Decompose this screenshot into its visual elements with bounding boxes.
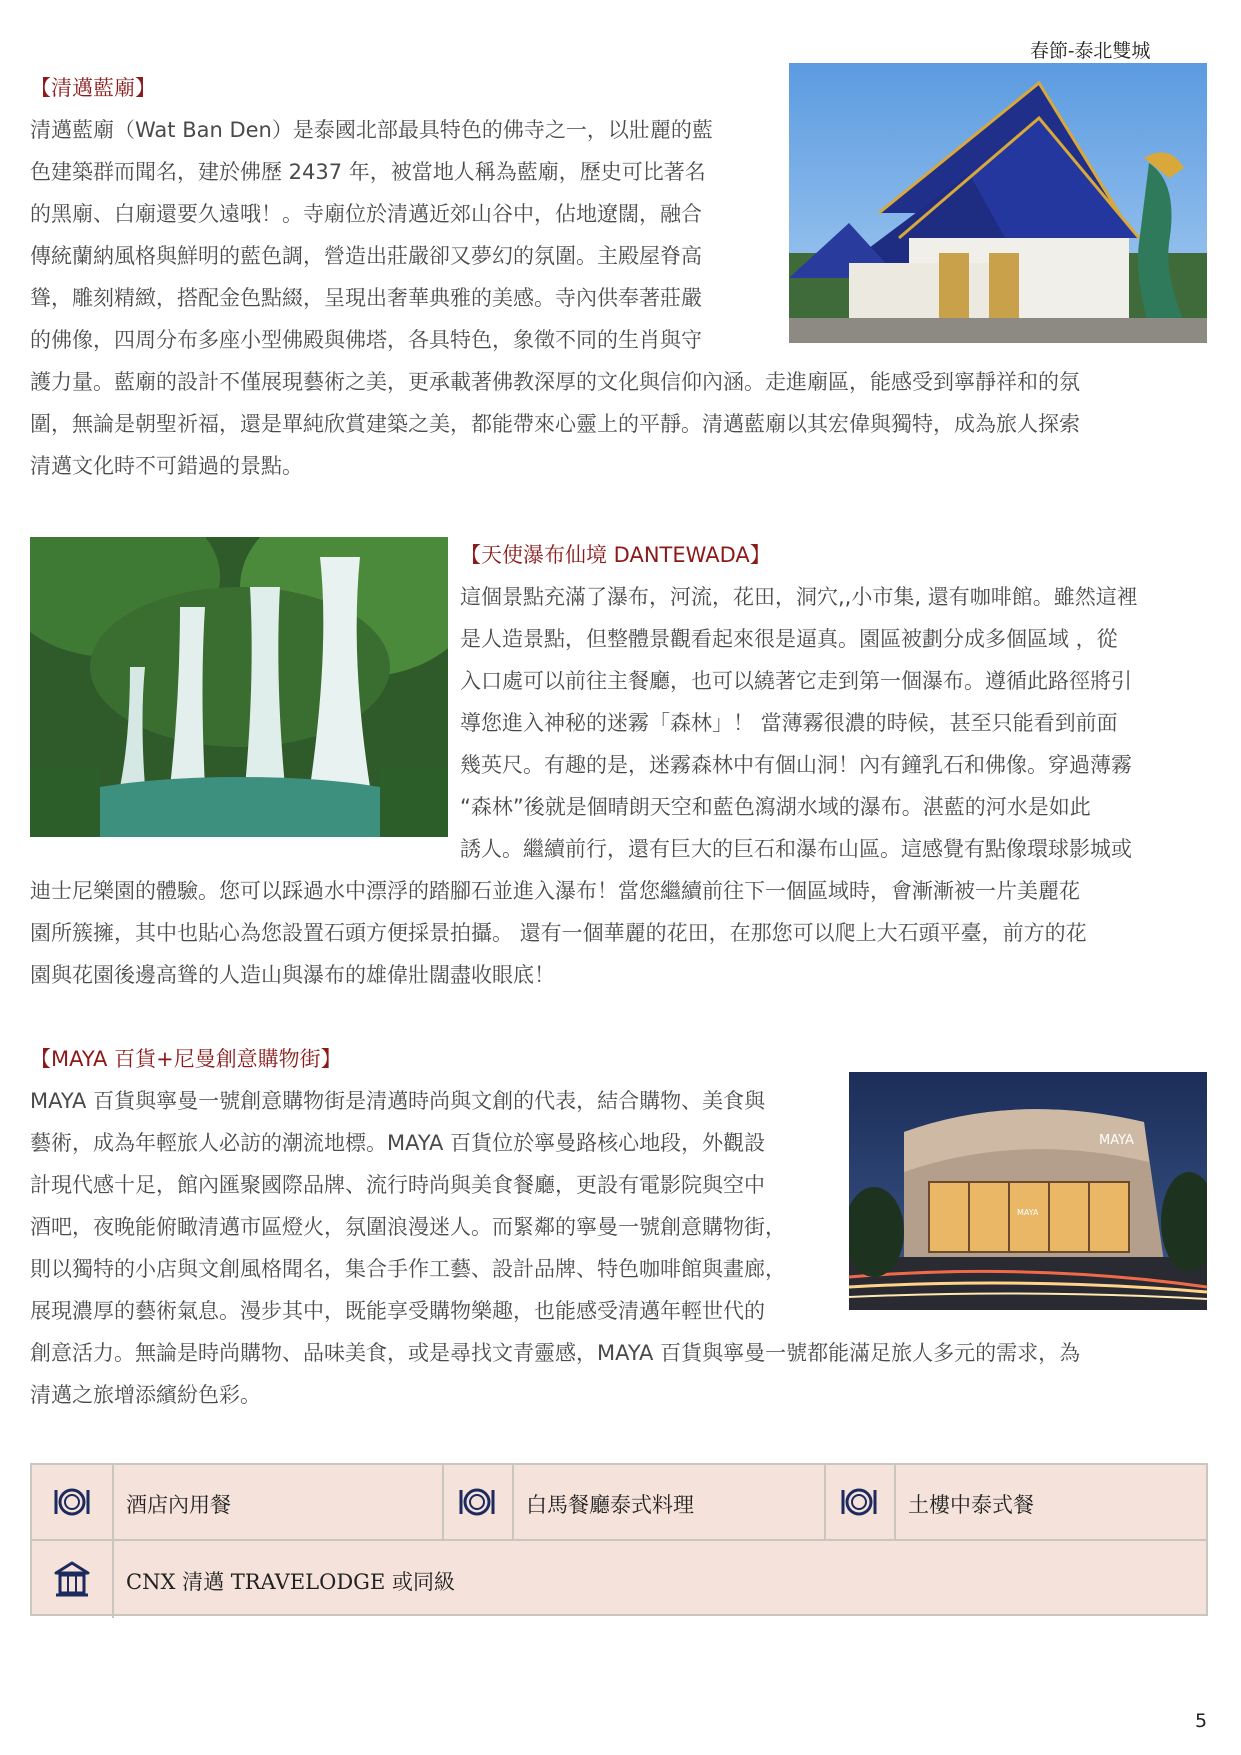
- text-line: 的黑廟、白廟還要久遠哦！。寺廟位於清邁近郊山谷中，佔地遼闊，融合: [30, 202, 702, 226]
- section-title-maya: 【MAYA 百貨+尼曼創意購物街】: [30, 1047, 342, 1071]
- text-line: 色建築群而聞名，建於佛歷 2437 年，被當地人稱為藍廟，歷史可比著名: [30, 160, 706, 184]
- section-body-angel-waterfall-top: [460, 576, 1190, 870]
- dining-plate-icon: [839, 1482, 879, 1522]
- meal-breakfast: 酒店內用餐: [126, 1493, 231, 1517]
- text-line: 則以獨特的小店與文創風格聞名，集合手作工藝、設計品牌、特色咖啡館與畫廊，: [30, 1257, 786, 1281]
- hotel-building-icon: [52, 1559, 92, 1599]
- maya-mall-photo: [849, 1072, 1207, 1310]
- meal-dinner: 土樓中泰式餐: [908, 1493, 1034, 1517]
- table-divider: [32, 1539, 1206, 1541]
- table-divider: [512, 1465, 514, 1539]
- text-line: 幾英尺。有趣的是，迷霧森林中有個山洞！內有鐘乳石和佛像。穿過薄霧: [460, 753, 1132, 777]
- table-divider: [824, 1465, 826, 1539]
- maya-sign-top: MAYA: [1099, 1133, 1134, 1148]
- maya-sign-entrance: MAYA: [1017, 1208, 1039, 1217]
- text-line: 清邁藍廟（Wat Ban Den）是泰國北部最具特色的佛寺之一，以壯麗的藍: [30, 118, 713, 142]
- text-line: 傳統蘭納風格與鮮明的藍色調，營造出莊嚴卻又夢幻的氛圍。主殿屋脊高: [30, 244, 702, 268]
- text-line: MAYA 百貨與寧曼一號創意購物街是清邁時尚與文創的代表，結合購物、美食與: [30, 1089, 766, 1113]
- text-line: 誘人。繼續前行，還有巨大的巨石和瀑布山區。這感覺有點像環球影城或: [460, 837, 1132, 861]
- text-line: 是人造景點，但整體景觀看起來很是逼真。園區被劃分成多個區域 ，從: [460, 627, 1118, 651]
- text-line: 酒吧，夜晚能俯瞰清邁市區燈火，氛圍浪漫迷人。而緊鄰的寧曼一號創意購物街，: [30, 1215, 786, 1239]
- text-line: 園所簇擁，其中也貼心為您設置石頭方便採景拍攝。 還有一個華麗的花田，在那您可以爬上大石頭平臺，前方的花: [30, 921, 1087, 945]
- text-line: 藝術，成為年輕旅人必訪的潮流地標。MAYA 百貨位於寧曼路核心地段，外觀設: [30, 1131, 766, 1155]
- text-line: 清邁文化時不可錯過的景點。: [30, 454, 303, 478]
- dining-plate-icon: [457, 1482, 497, 1522]
- section-body-angel-waterfall-bottom: [30, 870, 1190, 996]
- text-line: 聳，雕刻精緻，搭配金色點綴，呈現出奢華典雅的美感。寺內供奉著莊嚴: [30, 286, 702, 310]
- text-line: 展現濃厚的藝術氣息。漫步其中，既能享受購物樂趣，也能感受清邁年輕世代的: [30, 1299, 765, 1323]
- text-line: 導您進入神秘的迷霧「森林」！ 當薄霧很濃的時候，甚至只能看到前面: [460, 711, 1118, 735]
- angel-waterfall-photo: [30, 537, 448, 837]
- table-divider: [442, 1465, 444, 1539]
- meal-lunch: 白馬餐廳泰式料理: [526, 1493, 694, 1517]
- text-line: 護力量。藍廟的設計不僅展現藝術之美，更承載著佛教深厚的文化與信仰內涵。走進廟區，能感受到寧靜祥和的氛: [30, 370, 1080, 394]
- meals-hotel-table: [30, 1463, 1208, 1616]
- dining-plate-icon: [52, 1482, 92, 1522]
- table-divider: [894, 1465, 896, 1539]
- text-line: 迪士尼樂園的體驗。您可以踩過水中漂浮的踏腳石並進入瀑布！當您繼續前往下一個區域時，會漸漸被一片美麗花: [30, 879, 1080, 903]
- text-line: “森林”後就是個晴朗天空和藍色瀉湖水域的瀑布。湛藍的河水是如此: [460, 795, 1091, 819]
- page-header-tag: 春節-泰北雙城: [1030, 40, 1151, 62]
- hotel-name: CNX 清邁 TRAVELODGE 或同級: [126, 1570, 455, 1594]
- section-title-angel-waterfall: 【天使瀑布仙境 DANTEWADA】: [460, 543, 771, 567]
- text-line: 的佛像，四周分布多座小型佛殿與佛塔，各具特色，象徵不同的生肖與守: [30, 328, 702, 352]
- section-title-blue-temple: 【清邁藍廟】: [30, 76, 156, 100]
- page-number: 5: [1195, 1710, 1208, 1732]
- text-line: 入口處可以前往主餐廳，也可以繞著它走到第一個瀑布。遵循此路徑將引: [460, 669, 1132, 693]
- text-line: 圍，無論是朝聖祈福，還是單純欣賞建築之美，都能帶來心靈上的平靜。清邁藍廟以其宏偉與獨特，成為旅人探索: [30, 412, 1080, 436]
- text-line: 這個景點充滿了瀑布，河流，花田，洞穴,,小市集, 還有咖啡館。雖然這裡: [460, 585, 1138, 609]
- blue-temple-photo: [789, 63, 1207, 343]
- table-divider: [112, 1465, 114, 1618]
- text-line: 園與花園後邊高聳的人造山與瀑布的雄偉壯闊盡收眼底！: [30, 963, 555, 987]
- text-line: 清邁之旅增添繽紛色彩。: [30, 1383, 261, 1407]
- text-line: 創意活力。無論是時尚購物、品味美食，或是尋找文青靈感，MAYA 百貨與寧曼一號都能滿足旅人多元的需求，為: [30, 1341, 1081, 1365]
- text-line: 計現代感十足，館內匯聚國際品牌、流行時尚與美食餐廳，更設有電影院與空中: [30, 1173, 765, 1197]
